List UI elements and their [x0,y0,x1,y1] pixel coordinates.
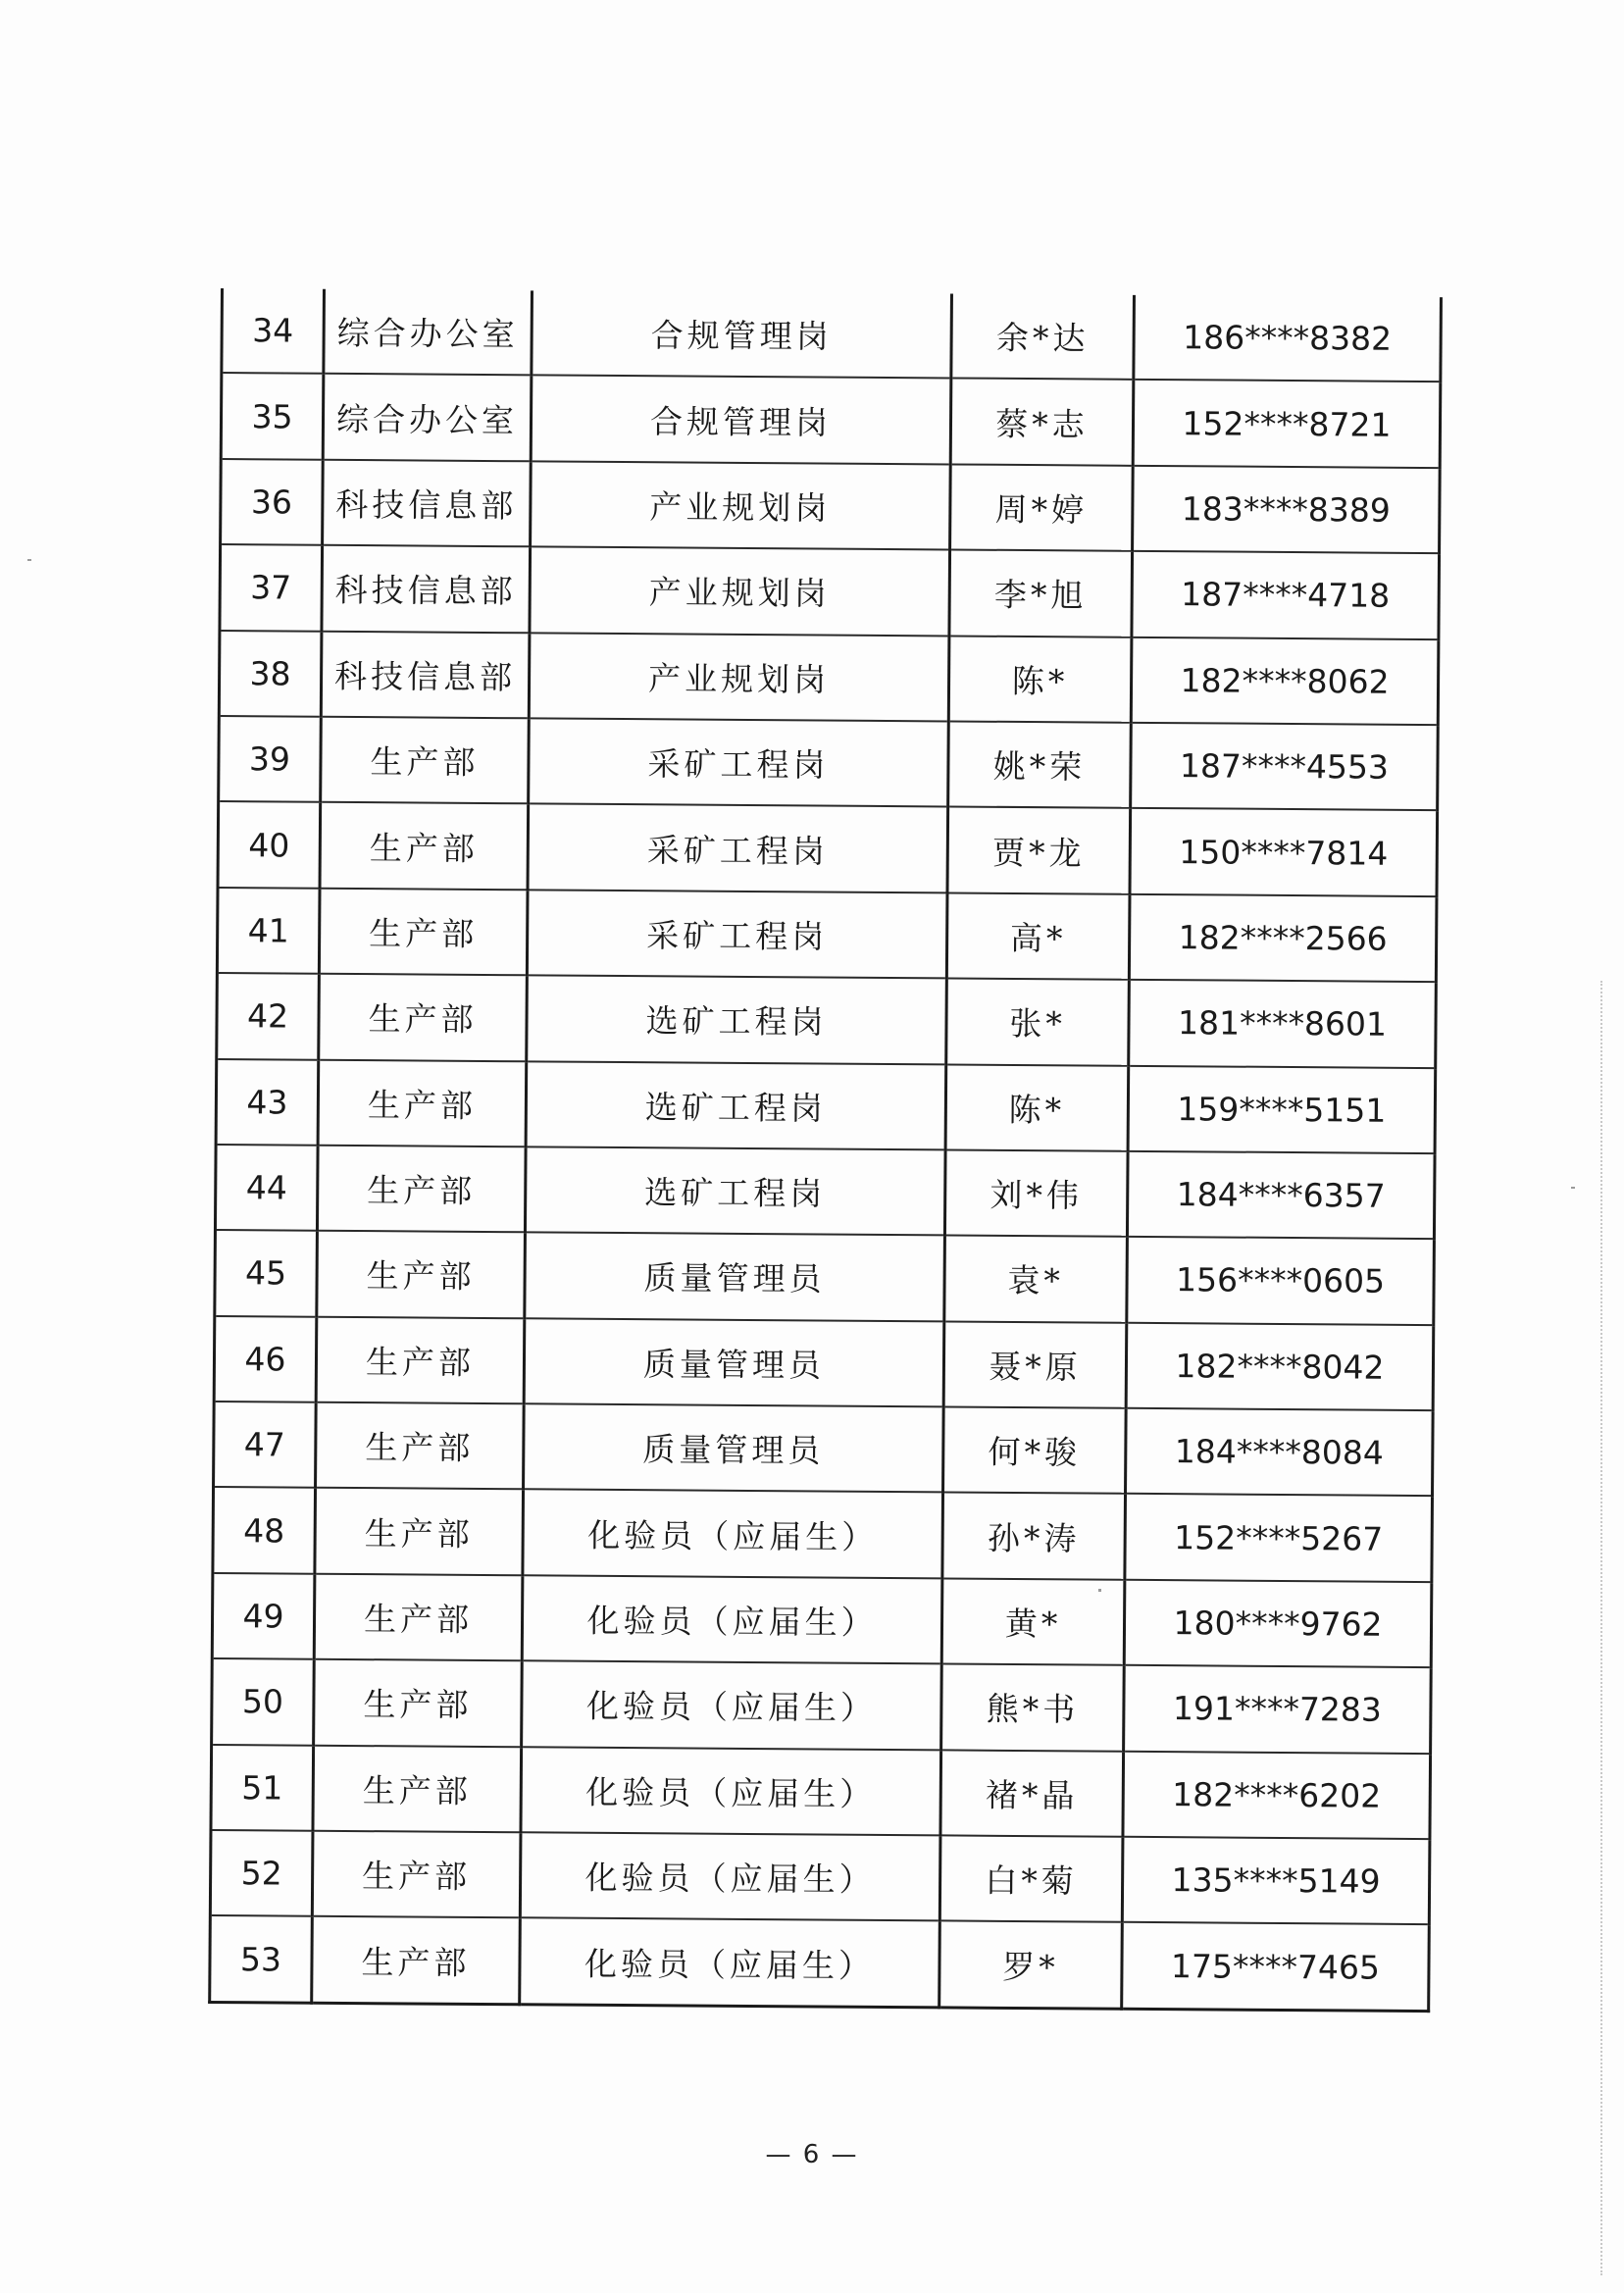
row-number-cell: 46 [214,1316,317,1402]
phone-cell: 182****2566 [1129,894,1437,983]
position-cell: 质量管理员 [525,1233,945,1322]
position-cell: 选矿工程岗 [527,975,947,1064]
row-number-cell: 48 [213,1487,316,1573]
row-number-cell: 34 [222,288,325,374]
phone-cell: 184****6357 [1127,1151,1435,1240]
phone-cell: 152****8721 [1133,380,1441,468]
position-cell: 化验员（应届生） [521,1747,941,1836]
department-cell: 综合办公室 [324,289,533,376]
name-cell: 张* [946,979,1130,1066]
department-cell: 科技信息部 [321,631,530,718]
position-cell: 产业规划岗 [530,546,950,636]
table-row [219,716,1439,810]
department-cell: 生产部 [317,1146,526,1233]
phone-cell: 150****7814 [1130,808,1438,896]
position-cell: 采矿工程岗 [527,890,947,979]
row-number-cell: 53 [210,1915,313,2003]
position-cell: 产业规划岗 [529,633,949,722]
position-cell: 合规管理岗 [531,376,951,465]
row-number-cell: 43 [216,1059,319,1146]
name-cell: 何*骏 [943,1407,1127,1495]
phone-cell: 180****9762 [1124,1580,1432,1668]
row-number-cell: 49 [212,1573,315,1659]
table-row [211,1745,1431,1839]
page-number: — 6 — [765,2140,859,2169]
name-cell: 蔡*志 [950,379,1134,466]
department-cell: 生产部 [314,1574,523,1661]
phone-cell: 191****7283 [1124,1665,1432,1754]
department-cell: 生产部 [315,1488,524,1575]
position-cell: 质量管理员 [524,1318,944,1407]
phone-cell: 187****4718 [1132,551,1440,639]
department-cell: 生产部 [317,1231,526,1318]
row-number-cell: 39 [219,716,322,802]
position-cell: 化验员（应届生） [522,1661,942,1751]
table-row [213,1487,1433,1581]
department-cell: 生产部 [316,1402,525,1490]
table-row [215,1230,1435,1324]
position-cell: 合规管理岗 [532,290,952,379]
table-row [217,888,1437,982]
phone-cell: 183****8389 [1133,466,1441,554]
position-cell: 选矿工程岗 [525,1146,945,1236]
phone-cell: 159****5151 [1128,1065,1436,1153]
scan-edge-artifact [1599,981,1602,2275]
name-cell: 罗* [939,1921,1123,2009]
department-cell: 科技信息部 [322,545,531,633]
phone-cell: 156****0605 [1127,1237,1435,1325]
row-number-cell: 37 [220,544,323,631]
row-number-cell: 50 [212,1658,315,1745]
roster-table-body [210,288,1442,2011]
department-cell: 生产部 [321,717,530,804]
name-cell: 袁* [944,1236,1128,1323]
phone-cell: 135****5149 [1122,1837,1430,1925]
position-cell: 化验员（应届生） [520,1918,940,2008]
table-row [214,1401,1434,1496]
table-row [212,1658,1432,1753]
name-cell: 刘*伟 [944,1149,1128,1237]
department-cell: 科技信息部 [323,460,532,547]
position-cell: 产业规划岗 [531,461,951,550]
phone-cell: 152****5267 [1125,1494,1433,1582]
department-cell: 生产部 [320,802,529,890]
name-cell: 聂*原 [943,1321,1127,1408]
table-row [215,1145,1435,1239]
table-row [212,1573,1432,1667]
name-cell: 高* [946,892,1130,980]
name-cell: 熊*书 [941,1664,1125,1752]
department-cell: 生产部 [316,1316,525,1403]
department-cell: 生产部 [312,1916,521,2004]
name-cell: 余*达 [951,293,1135,380]
position-cell: 选矿工程岗 [526,1061,946,1150]
scan-speck [1098,1589,1101,1592]
table-row [216,1059,1436,1153]
department-cell: 生产部 [318,1059,527,1146]
department-cell: 生产部 [319,974,528,1061]
table-row [217,973,1437,1067]
table-row [218,801,1438,895]
scan-speck [1571,1187,1575,1189]
name-cell: 姚*荣 [948,721,1132,808]
phone-cell: 187****4553 [1131,723,1439,811]
row-number-cell: 52 [210,1830,313,1916]
name-cell: 陈* [945,1064,1129,1151]
name-cell: 陈* [948,636,1132,723]
department-cell: 生产部 [314,1659,523,1747]
phone-cell: 182****6202 [1123,1751,1431,1839]
phone-cell: 181****8601 [1129,980,1437,1068]
position-cell: 化验员（应届生） [520,1832,940,1921]
row-number-cell: 44 [215,1145,318,1231]
name-cell: 贾*龙 [947,807,1131,894]
name-cell: 周*婷 [950,464,1134,551]
table-row [220,544,1440,638]
row-number-cell: 45 [215,1230,318,1316]
row-number-cell: 40 [218,801,321,888]
row-number-cell: 47 [214,1401,317,1488]
name-cell: 黄* [941,1578,1125,1665]
table-row [210,1830,1430,1924]
position-cell: 化验员（应届生） [523,1490,943,1579]
roster-table [208,288,1443,2013]
department-cell: 生产部 [313,1745,522,1832]
row-number-cell: 38 [219,631,322,717]
phone-cell: 182****8062 [1131,637,1439,725]
scan-speck [27,559,31,561]
table-row [219,631,1439,725]
table-row [222,288,1442,382]
table-row [221,459,1441,553]
row-number-cell: 41 [217,888,320,974]
position-cell: 质量管理员 [524,1403,944,1493]
phone-cell: 186****8382 [1134,295,1442,382]
row-number-cell: 42 [217,973,320,1059]
department-cell: 生产部 [312,1831,521,1918]
department-cell: 综合办公室 [323,374,532,461]
position-cell: 采矿工程岗 [528,804,948,893]
position-cell: 化验员（应届生） [522,1575,942,1664]
department-cell: 生产部 [319,888,528,975]
phone-cell: 184****8084 [1126,1408,1434,1497]
name-cell: 李*旭 [949,550,1133,637]
table-row [214,1316,1434,1410]
row-number-cell: 35 [221,373,324,459]
row-number-cell: 36 [221,459,324,545]
phone-cell: 175****7465 [1122,1922,1430,2011]
name-cell: 白*菊 [939,1835,1123,1922]
name-cell: 孙*涛 [942,1493,1126,1580]
table-row [221,373,1441,467]
row-number-cell: 51 [211,1745,314,1831]
table-row [210,1915,1430,2011]
name-cell: 褚*晶 [940,1750,1124,1837]
position-cell: 采矿工程岗 [529,718,949,807]
phone-cell: 182****8042 [1126,1322,1434,1410]
